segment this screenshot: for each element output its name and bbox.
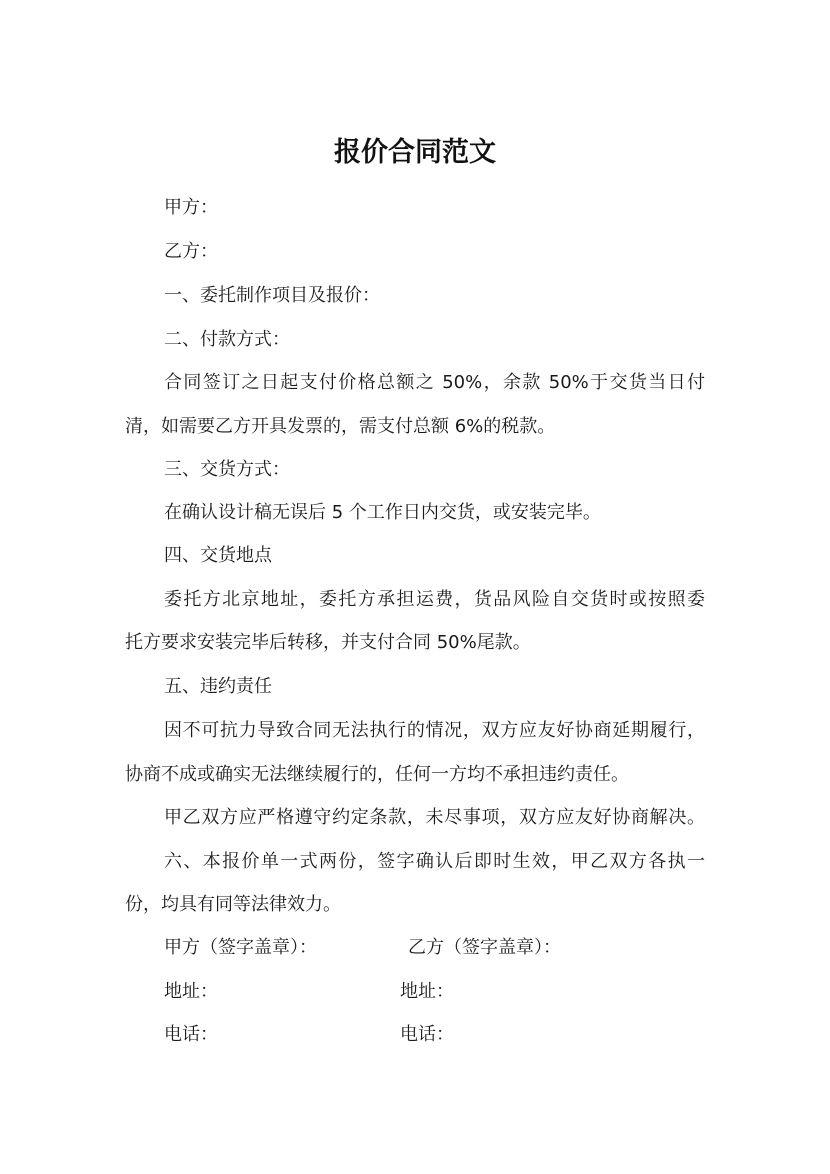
liability-line-3: 甲乙双方应严格遵守约定条款，未尽事项，双方应友好协商解决。 xyxy=(164,807,705,828)
section-2-heading: 二、付款方式： xyxy=(164,329,290,350)
party-b-address-label: 地址： xyxy=(400,981,454,1002)
delivery-place-line-2: 托方要求安装完毕后转移，并支付合同 50%尾款。 xyxy=(125,632,531,653)
delivery-place-line-1: 委托方北京地址，委托方承担运费，货品风险自交货时或按照委 xyxy=(164,589,705,610)
liability-line-1: 因不可抗力导致合同无法执行的情况，双方应友好协商延期履行， xyxy=(164,720,705,741)
liability-line-2: 协商不成或确实无法继续履行的，任何一方均不承担违约责任。 xyxy=(125,764,629,785)
party-b-label: 乙方： xyxy=(164,241,218,262)
payment-text-line-2: 清，如需要乙方开具发票的，需支付总额 6%的税款。 xyxy=(125,416,556,437)
section-4-heading: 四、交货地点 xyxy=(164,545,272,566)
document-title: 报价合同范文 xyxy=(334,137,496,168)
party-a-phone-label: 电话： xyxy=(164,1024,218,1045)
delivery-method-text: 在确认设计稿无误后 5 个工作日内交货，或安装完毕。 xyxy=(164,502,601,523)
party-b-signature-label: 乙方（签字盖章）： xyxy=(408,937,561,958)
section-1-heading: 一、委托制作项目及报价： xyxy=(164,285,380,306)
payment-text-line-1: 合同签订之日起支付价格总额之 50%，余款 50%于交货当日付 xyxy=(164,372,705,393)
section-6-line-2: 份，均具有同等法律效力。 xyxy=(125,894,341,915)
section-5-heading: 五、违约责任 xyxy=(164,676,272,697)
party-b-phone-label: 电话： xyxy=(400,1024,454,1045)
party-a-address-label: 地址： xyxy=(164,981,218,1002)
section-3-heading: 三、交货方式： xyxy=(164,459,290,480)
party-a-label: 甲方： xyxy=(164,197,218,218)
party-a-signature-label: 甲方（签字盖章）： xyxy=(164,937,317,958)
section-6-line-1: 六、本报价单一式两份，签字确认后即时生效，甲乙双方各执一 xyxy=(164,851,705,872)
